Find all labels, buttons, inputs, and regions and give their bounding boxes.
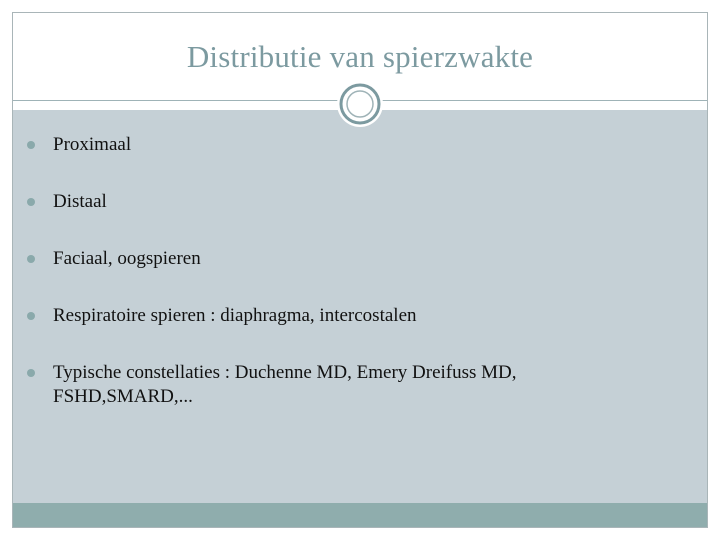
bullet-text: Distaal [53, 191, 107, 212]
circle-bullet-icon [27, 312, 35, 320]
bullet-item [13, 361, 653, 409]
slide [12, 12, 708, 528]
circle-bullet-icon [27, 141, 35, 149]
bullet-text: Typische constellaties : Duchenne MD, Emery Dreifuss MD, FSHD,SMARD,... [53, 362, 517, 407]
bullet-text: Respiratoire spieren : diaphragma, intercostalen [53, 305, 417, 326]
bullet-text: Faciaal, oogspieren [53, 248, 201, 269]
bullet-text: Proximaal [53, 134, 132, 155]
circle-bullet-icon [27, 369, 35, 377]
content-area [13, 110, 707, 503]
bullet-item [13, 247, 653, 271]
bullet-item [13, 133, 653, 157]
bullet-item [13, 304, 653, 328]
slide-title: Distributie van spierzwakte [186, 39, 534, 74]
circle-bullet-icon [27, 255, 35, 263]
circle-bullet-icon [27, 198, 35, 206]
footer-bar [13, 503, 707, 527]
double-ring-ornament-icon [336, 80, 384, 128]
bullet-item [13, 190, 653, 214]
